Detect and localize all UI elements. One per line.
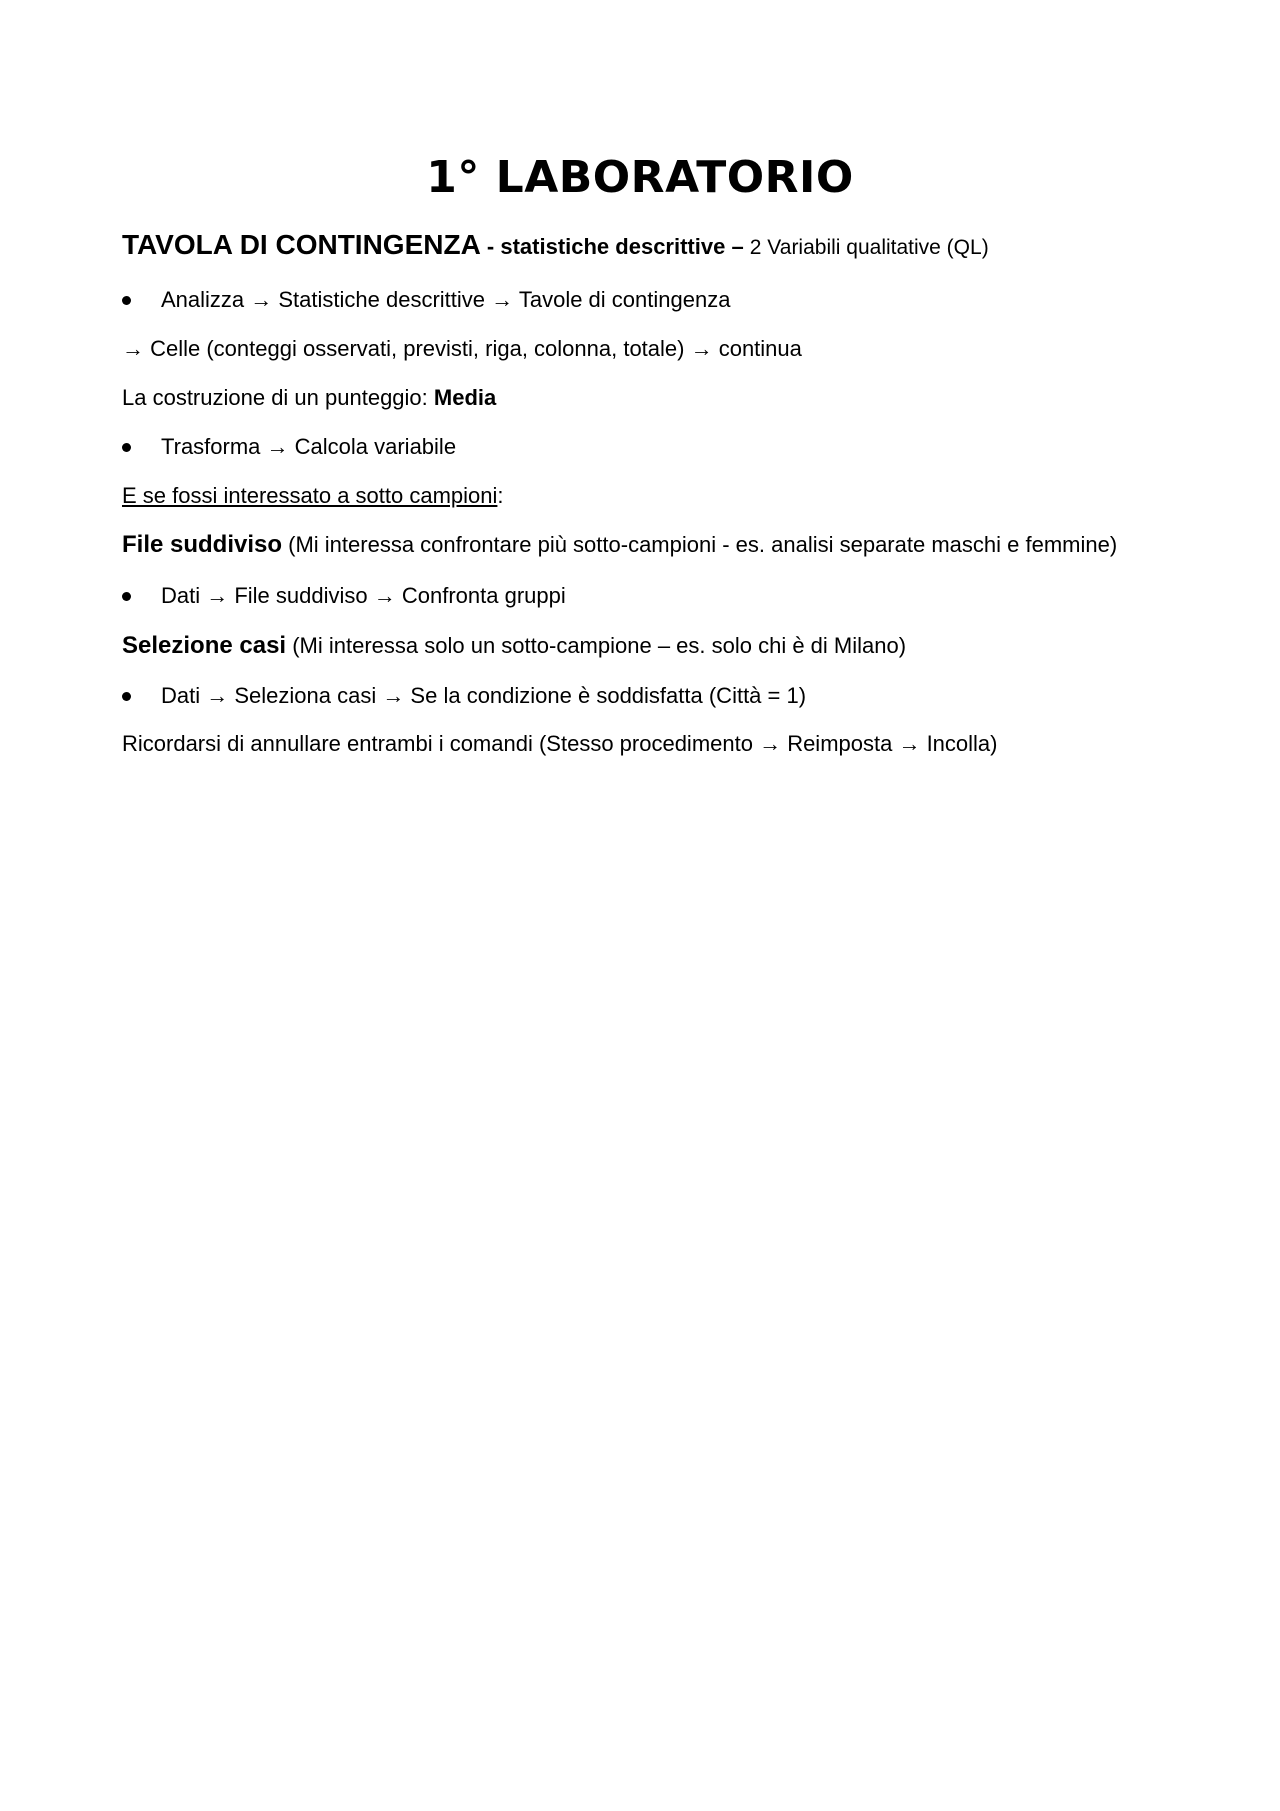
selezione-casi-line <box>122 631 906 661</box>
bullet-icon <box>122 592 131 601</box>
file-suddiviso-line <box>122 530 1117 560</box>
sotto-campioni-suffix: : <box>497 483 504 508</box>
section-heading-line <box>122 230 989 263</box>
bullet-icon <box>122 296 131 305</box>
list-item-text: Dati → File suddiviso → Confronta gruppi <box>161 583 566 608</box>
selezione-casi-heading: Selezione casi <box>122 632 287 659</box>
sotto-campioni-line <box>122 481 504 511</box>
page-title: 1° LABORATORIO <box>426 152 854 203</box>
selezione-casi-text: (Mi interessa solo un sotto-campione – es. solo chi è di Milano) <box>286 633 907 658</box>
celle-line: → Celle (conteggi osservati, previsti, riga, colonna, totale) → continua <box>122 336 802 361</box>
bullet-icon <box>122 692 131 701</box>
punteggio-text: La costruzione di un punteggio: <box>122 385 434 410</box>
list-item-text: Analizza → Statistiche descrittive → Tavole di contingenza <box>161 287 731 312</box>
bullet-icon <box>122 443 131 452</box>
sotto-campioni-text: E se fossi interessato a sotto campioni <box>122 483 498 508</box>
section-note: 2 Variabili qualitative (QL) <box>749 236 989 259</box>
punteggio-line <box>122 383 496 413</box>
list-item-text: Trasforma → Calcola variabile <box>161 434 457 459</box>
punteggio-bold: Media <box>433 385 497 410</box>
ricordarsi-line: Ricordarsi di annullare entrambi i comandi (Stesso procedimento → Reimposta → Incolla) <box>122 731 998 756</box>
list-item-text: Dati → Seleziona casi → Se la condizione è soddisfatta (Città = 1) <box>161 683 807 708</box>
section-heading: TAVOLA DI CONTINGENZA <box>122 229 481 260</box>
section-subheading: - statistiche descrittive – <box>480 234 750 259</box>
file-suddiviso-text: (Mi interessa confrontare più sotto-campioni - es. analisi separate maschi e femmine) <box>282 532 1118 557</box>
file-suddiviso-heading: File suddiviso <box>122 531 283 558</box>
